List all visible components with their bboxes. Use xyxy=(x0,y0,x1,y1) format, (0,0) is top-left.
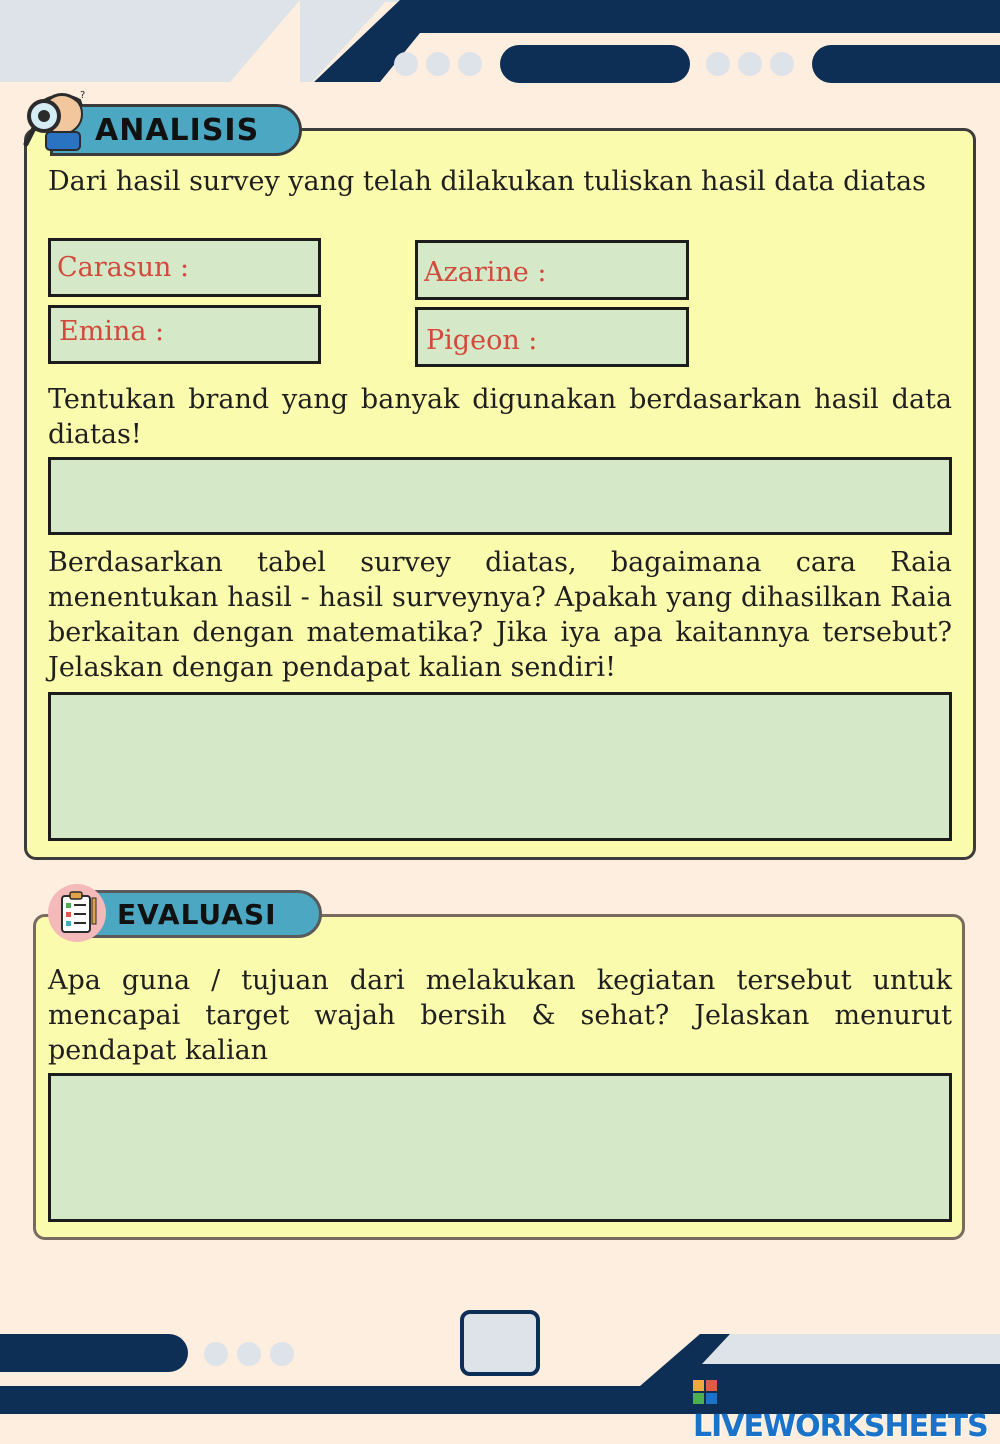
liveworksheets-logo[interactable] xyxy=(693,1374,1000,1444)
evaluasi-question: Apa guna / tujuan dari melakukan kegiatan tersebut untuk mencapai target wajah bersih & sehat? Jelaskan menurut pendapat kalian xyxy=(48,965,952,1066)
footer-light-band xyxy=(702,1334,1000,1364)
detective-magnifier-icon xyxy=(22,84,90,152)
header-light-band xyxy=(0,0,300,82)
carasun-label: Carasun : xyxy=(57,252,190,283)
liveworksheets-logo-text: LIVEWORKSHEETS xyxy=(693,1409,988,1444)
analisis-question-2: Berdasarkan tabel survey diatas, bagaimana cara Raia menentukan hasil - hasil surveynya? Apakah yang dihasilkan Raia berkaitan dengan matematika? Jika iya apa kaitannya tersebut? Jelaskan dengan pendapat kalian sendiri! xyxy=(48,547,952,683)
answer-box-question-2[interactable] xyxy=(48,692,952,841)
clipboard-checklist-icon xyxy=(48,884,106,942)
emina-label: Emina : xyxy=(59,316,165,347)
svg-text:?: ? xyxy=(80,90,86,101)
evaluasi-title: EVALUASI xyxy=(117,897,277,931)
header-pill-2 xyxy=(812,45,1000,83)
analisis-question-1: Tentukan brand yang banyak digunakan berdasarkan hasil data diatas! xyxy=(48,384,952,450)
answer-box-question-1[interactable] xyxy=(48,457,952,535)
evaluasi-title-tag xyxy=(72,890,322,938)
carasun-field[interactable] xyxy=(48,238,321,297)
answer-box-evaluasi[interactable] xyxy=(48,1073,952,1222)
liveworksheets-logo-icon xyxy=(693,1380,717,1404)
page-number-box xyxy=(460,1310,540,1376)
analisis-title: ANALISIS xyxy=(95,112,260,148)
azarine-field[interactable] xyxy=(415,240,689,300)
azarine-label: Azarine : xyxy=(424,256,547,288)
header-pill-1 xyxy=(500,45,690,83)
pigeon-field[interactable] xyxy=(415,307,689,367)
footer-pill xyxy=(0,1334,188,1372)
analisis-intro-text: Dari hasil survey yang telah dilakukan tuliskan hasil data diatas xyxy=(48,166,926,197)
pigeon-label: Pigeon : xyxy=(426,324,538,356)
emina-field[interactable] xyxy=(48,305,321,364)
